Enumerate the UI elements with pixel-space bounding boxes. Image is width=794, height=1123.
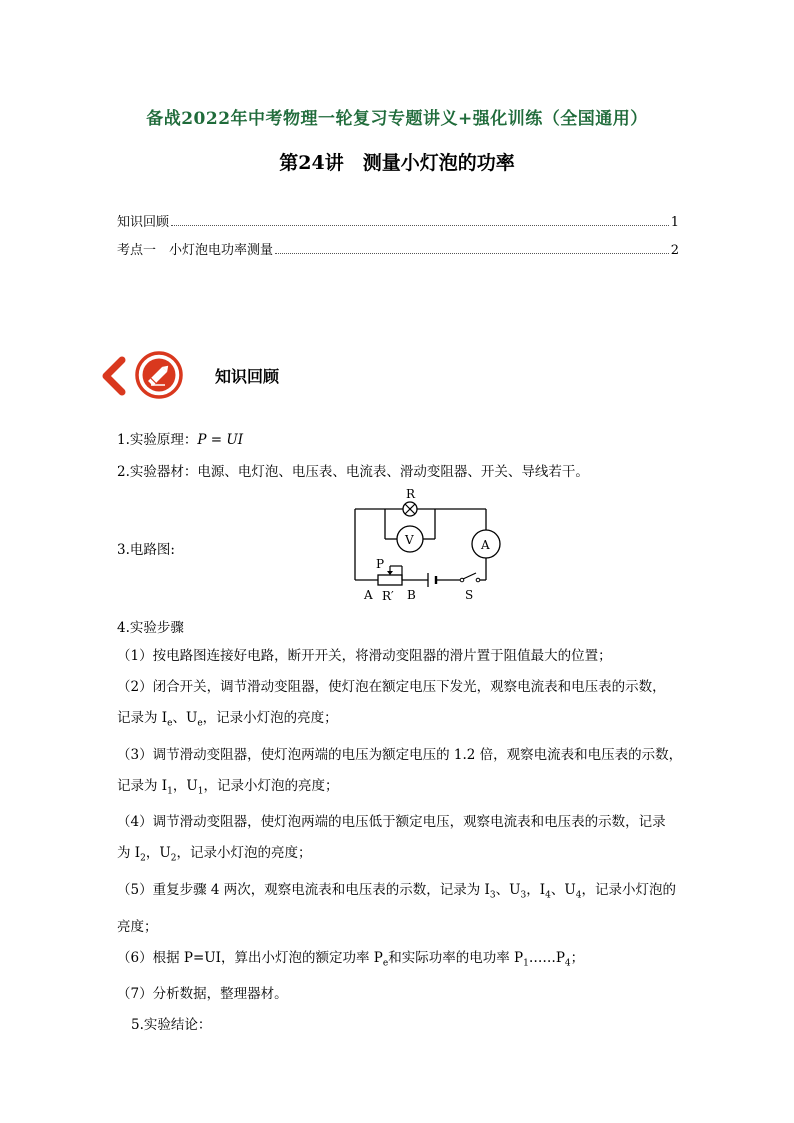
rheostat-symbol [378, 575, 402, 585]
steps-list [117, 641, 687, 1041]
lamp-symbol [403, 502, 417, 516]
step-2: （2）闭合开关，调节滑动变阻器，使灯泡在额定电压下发光，观察电流表和电压表的示数， 记录为 $I_e$、$U_e$，记录小灯泡的亮度； [117, 679, 666, 729]
step-1: （1）按电路图连接好电路，断开开关，将滑动变阻器的滑片置于阻值最大的位置； [117, 648, 612, 664]
end-a-label: A [364, 588, 373, 602]
chevron-left-icon [98, 356, 128, 396]
toc-entry-label: 考点一 小灯泡电功率测量 [117, 243, 274, 258]
principle-label: 1.实验原理： [117, 432, 198, 448]
toc-entry-page: 2 [670, 243, 679, 258]
ammeter-label: A [481, 538, 490, 552]
lamp-label: R [406, 487, 416, 501]
step-7: （7）分析数据，整理器材。 [117, 986, 288, 1003]
step-5: （5）重复步骤 4 两次，观察电流表和电压表的示数，记录为 $I_3$、$U_3$，$I_4$、$U_4$，记录小灯泡的 亮度； [117, 882, 676, 935]
toc-entry[interactable] [117, 211, 679, 239]
step-6: （6）根据 P=UI，算出小灯泡的额定功率 $P_e$和实际功率的电功率 $P_1\dots\dots P_4$； [117, 949, 585, 969]
section-heading [98, 350, 398, 402]
voltmeter-label: V [405, 533, 414, 547]
steps-label: 4.实验步骤 [117, 620, 184, 636]
section-title: 知识回顾 [215, 367, 280, 386]
principle-formula: P = UI [197, 432, 244, 448]
switch-label: S [465, 588, 474, 602]
slider-label: P [376, 557, 385, 571]
switch-symbol [460, 573, 480, 582]
toc-entry-label: 知识回顾 [117, 215, 170, 230]
table-of-contents [117, 211, 679, 267]
circuit-diagram [340, 484, 520, 606]
pencil-icon [134, 350, 184, 400]
conclusion-label: 5.实验结论： [131, 1017, 212, 1034]
step-3: （3）调节滑动变阻器，使灯泡两端的电压为额定电压的 1.2 倍，观察电流表和电压表的示数， 记录为 $I_1$，$U_1$，记录小灯泡的亮度； [117, 746, 683, 797]
toc-leader-dots [171, 225, 669, 226]
equipment-line: 2.实验器材：电源、电灯泡、电压表、电流表、滑动变阻器、开关、导线若干。 [117, 464, 589, 480]
series-title: 备战2022年中考物理一轮复习专题讲义+强化训练（全国通用） [146, 109, 648, 129]
toc-entry-page: 1 [670, 215, 679, 230]
battery-symbol [428, 573, 436, 587]
lecture-title: 第24讲 测量小灯泡的功率 [279, 152, 515, 174]
step-4: （4）调节滑动变阻器，使灯泡两端的电压低于额定电压，观察电流表和电压表的示数，记录 为 $I_2$，$U_2$，记录小灯泡的亮度； [117, 814, 666, 865]
toc-entry[interactable] [117, 239, 679, 267]
rheostat-label: R′ [382, 589, 394, 603]
toc-leader-dots [275, 253, 669, 254]
circuit-label: 3.电路图: [117, 542, 175, 558]
principle-line [117, 428, 243, 448]
end-b-label: B [407, 588, 416, 602]
